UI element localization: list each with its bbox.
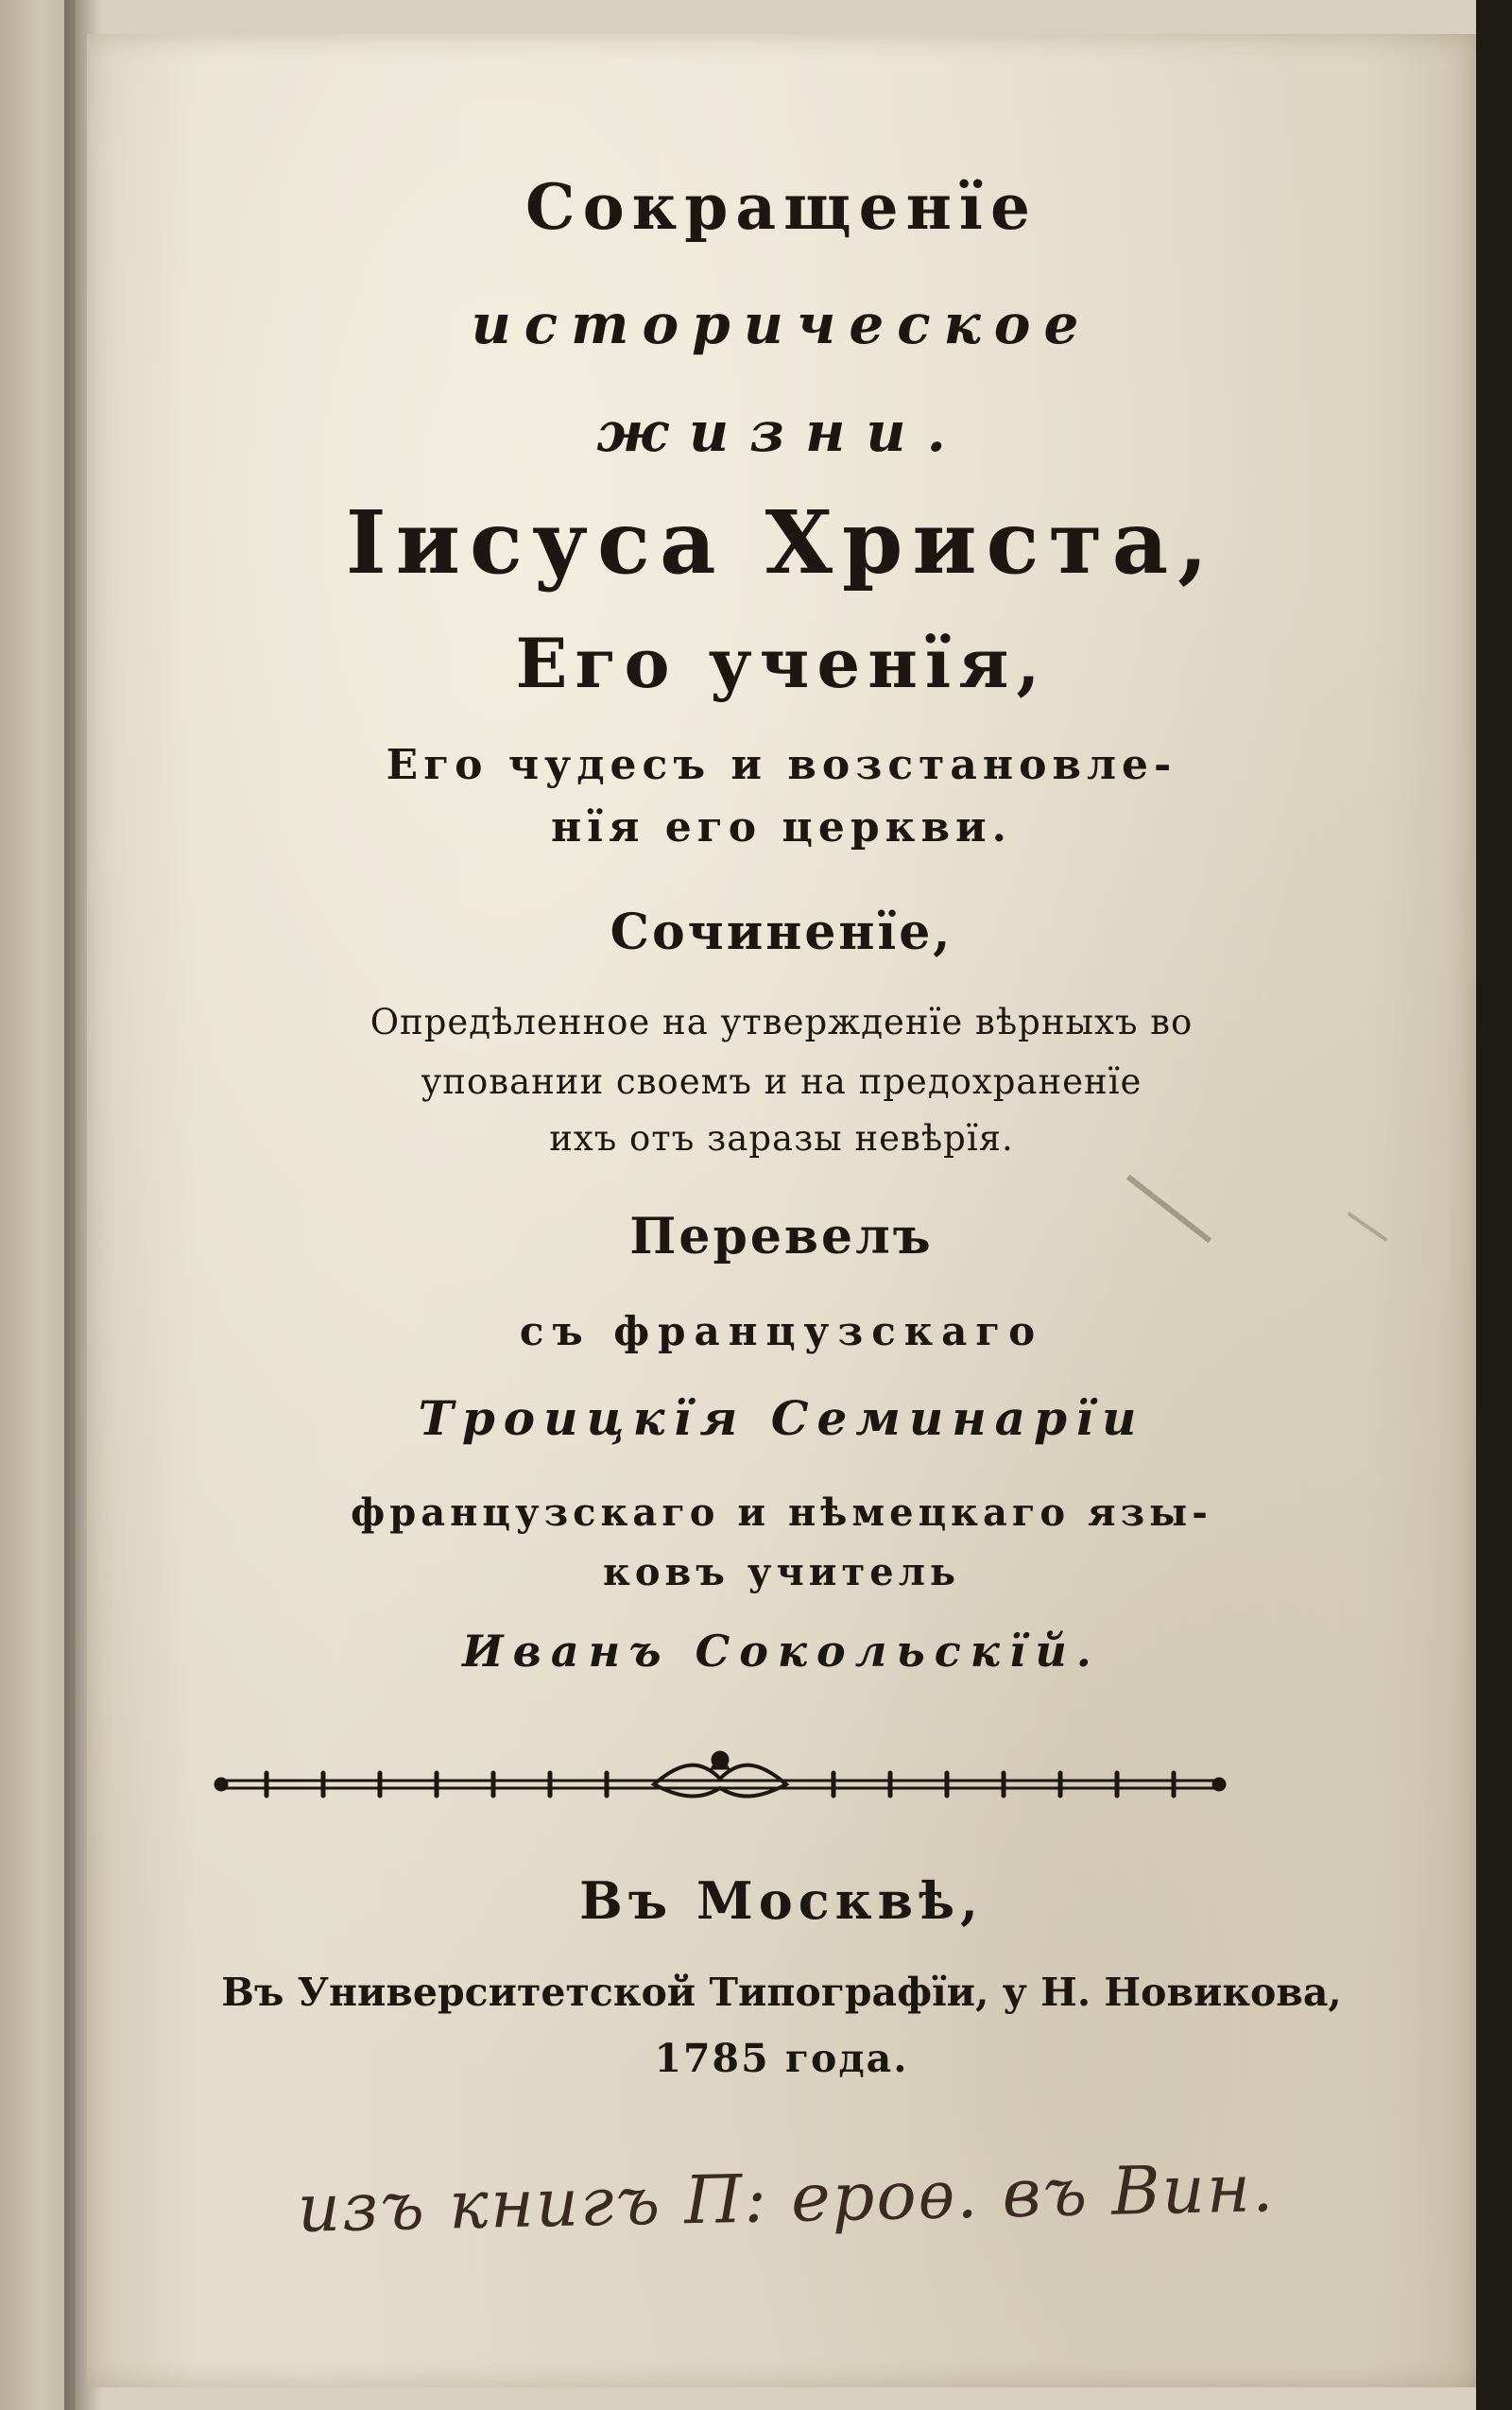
teacher-line-1: французскаго и нѣмецкаго язы- (351, 1490, 1212, 1535)
translator-name: Иванъ Сокольскїй. (462, 1626, 1101, 1677)
seminary-name: Троицкїя Семинарїи (418, 1390, 1145, 1446)
subtitle-line-2: нїя его церкви. (551, 803, 1012, 852)
imprint-printer: Въ Университетской Типографїи, у Н. Новикова, (221, 1970, 1342, 2015)
title-line-1: Сокращенїе (525, 170, 1038, 244)
work-label: Сочиненїе, (610, 904, 954, 961)
translated-label: Перевелъ (629, 1208, 934, 1265)
purpose-line-3: ихъ отъ заразы невѣрїя. (549, 1118, 1014, 1159)
imprint-place: Въ Москвѣ, (579, 1870, 984, 1931)
purpose-line-2: уповании своемъ и на предохраненїе (421, 1061, 1143, 1102)
title-line-4: Іисуса Христа, (345, 491, 1218, 594)
title-page (87, 34, 1479, 2387)
from-language: съ французскаго (519, 1308, 1044, 1354)
subtitle-line-1: Его чудесъ и возстановле- (386, 741, 1177, 789)
scanner-background (1476, 0, 1512, 2410)
title-line-5: Его ученїя, (515, 623, 1048, 703)
title-line-3: жизни. (596, 400, 967, 464)
purpose-line-1: Опредѣленное на утвержденїе вѣрныхъ во (369, 1002, 1194, 1042)
title-line-2: историческое (471, 292, 1092, 356)
teacher-line-2: ковъ учитель (602, 1550, 961, 1594)
decorative-rule-ornament (210, 1741, 1230, 1807)
imprint-year: 1785 года. (654, 2036, 909, 2081)
handwritten-provenance-note: изъ книгъ П: ероѳ. въ Вин. (297, 2149, 1276, 2247)
